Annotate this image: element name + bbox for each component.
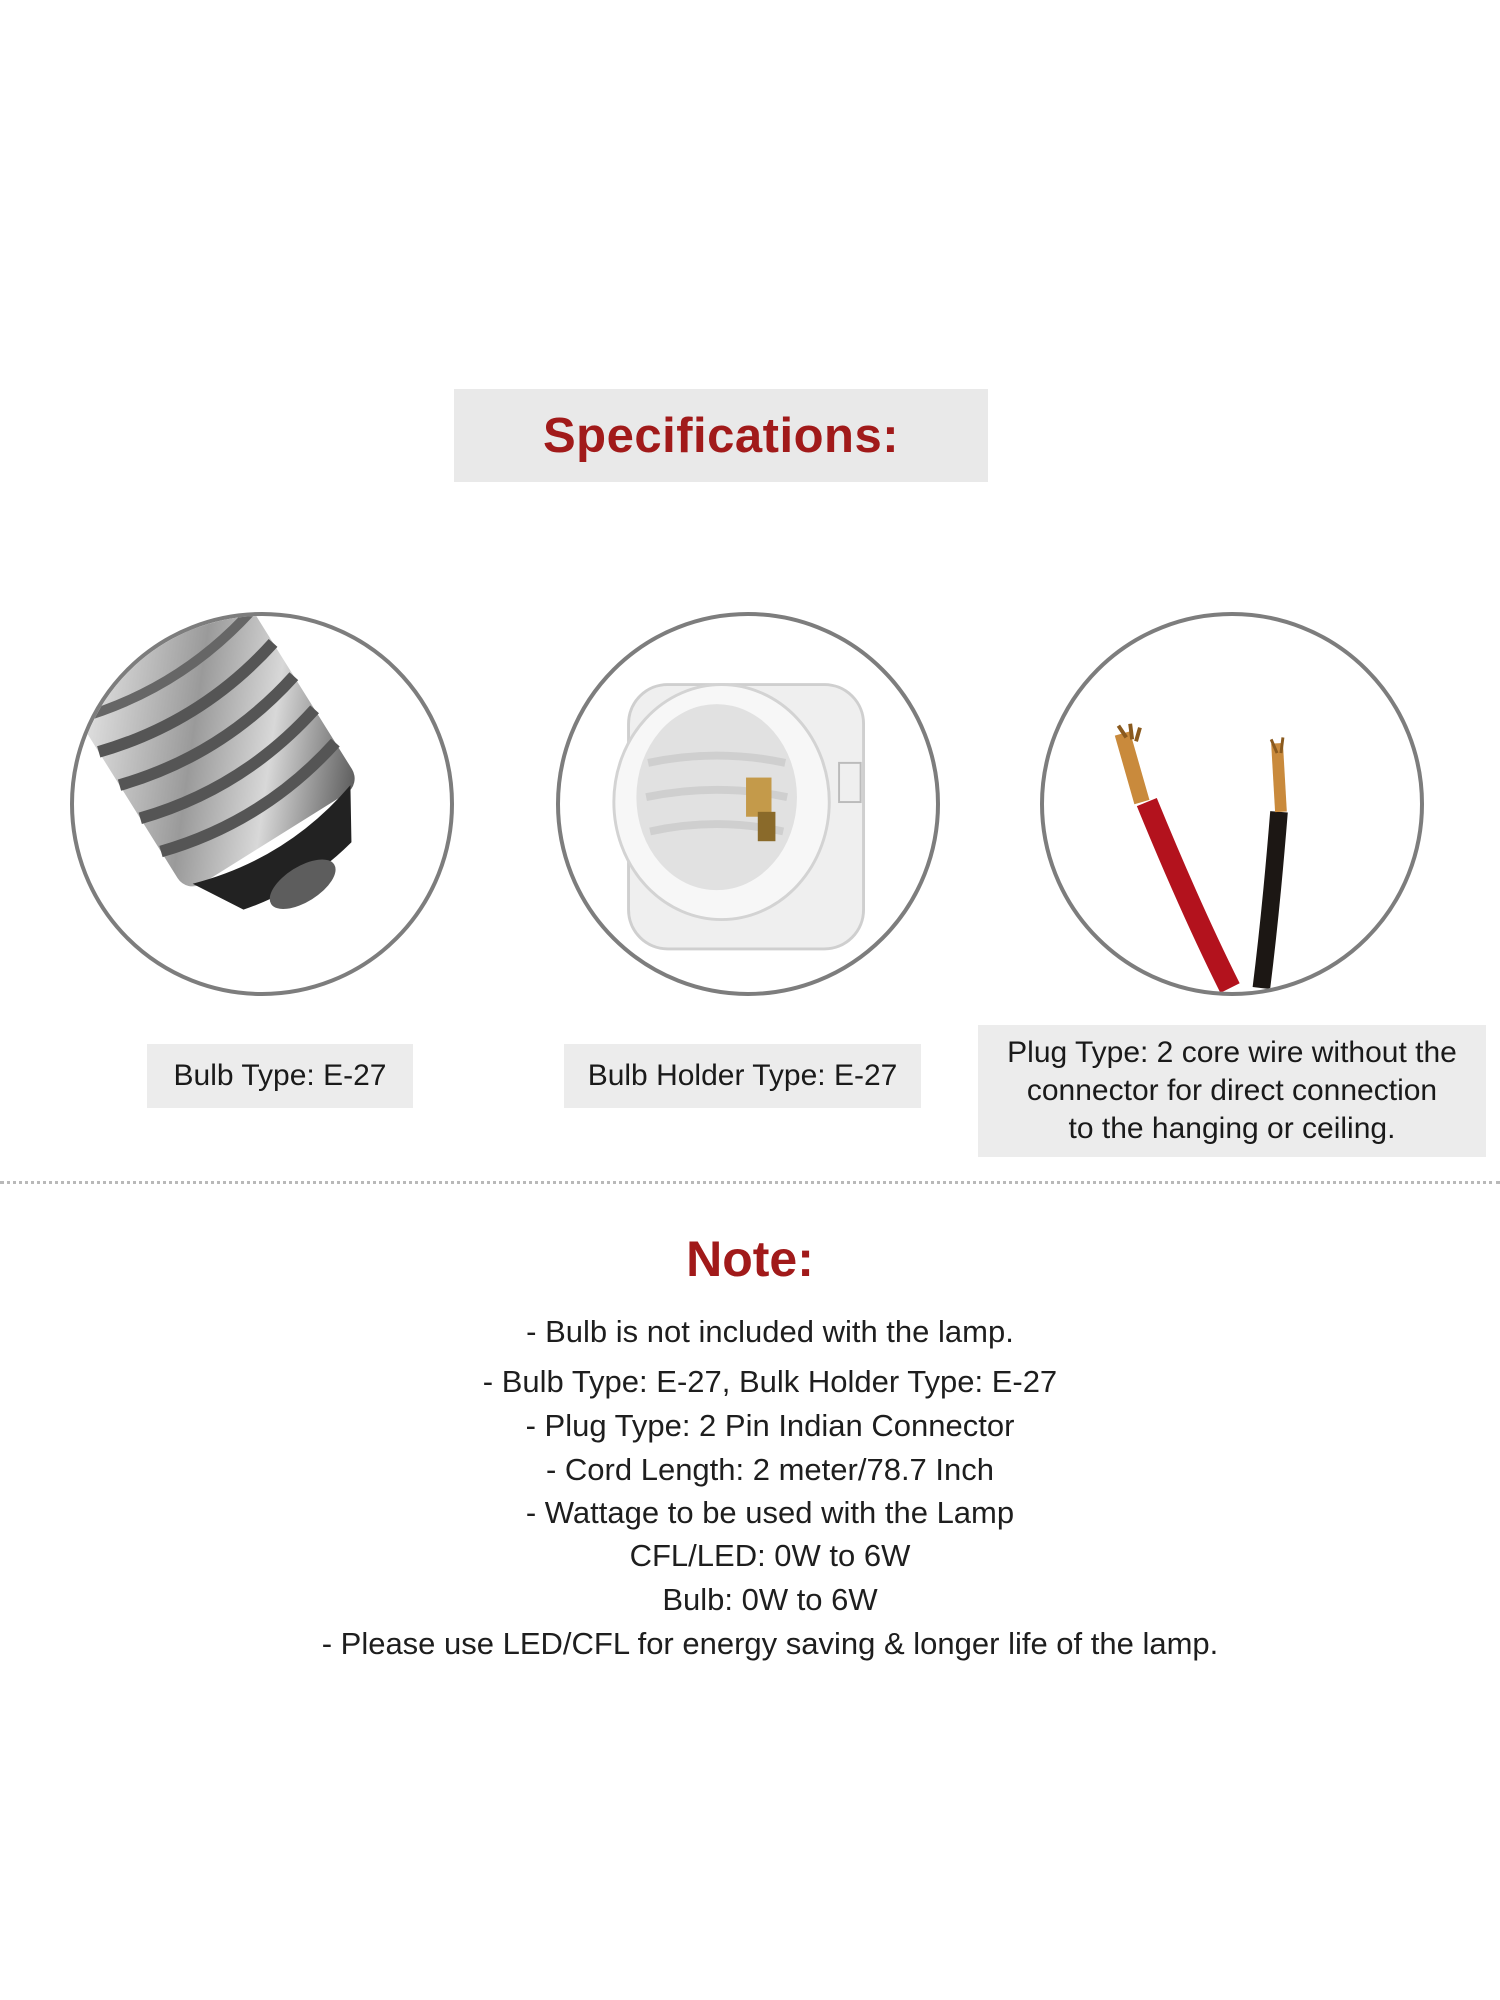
- bulb-base-image: [70, 612, 454, 996]
- plug-type-label-box: [978, 1025, 1486, 1157]
- bulb-holder-type-label-box: [564, 1044, 921, 1108]
- bulb-holder-type-label: Bulb Holder Type: E-27: [587, 1059, 898, 1092]
- plug-type-label: Plug Type: 2 core wire without the connector for direct connection to the hanging or ceiling.: [1007, 1036, 1457, 1145]
- note-line: - Please use LED/CFL for energy saving & longer life of the lamp.: [321, 1626, 1219, 1661]
- bulb-holder-image: [556, 612, 940, 996]
- bulb-base-icon: [74, 616, 450, 992]
- note-title: Note:: [686, 1231, 814, 1287]
- specifications-title: Specifications:: [542, 408, 900, 463]
- bulb-type-label-box: [147, 1044, 413, 1108]
- note-line: CFL/LED: 0W to 6W: [629, 1538, 911, 1573]
- two-core-wire-image: [1040, 612, 1424, 996]
- note-line: - Bulb is not included with the lamp.: [526, 1314, 1014, 1349]
- bulb-holder-icon: [560, 616, 936, 992]
- specifications-header: [454, 389, 988, 482]
- note-line: - Wattage to be used with the Lamp: [525, 1495, 1015, 1530]
- note-line: - Cord Length: 2 meter/78.7 Inch: [545, 1452, 995, 1487]
- note-line: - Bulb Type: E-27, Bulk Holder Type: E-27: [482, 1364, 1058, 1399]
- two-core-wire-icon: [1044, 616, 1420, 992]
- bulb-type-label: Bulb Type: E-27: [173, 1059, 387, 1092]
- dotted-divider: [0, 1181, 1500, 1184]
- note-line: Bulb: 0W to 6W: [662, 1582, 878, 1617]
- note-line: - Plug Type: 2 Pin Indian Connector: [525, 1408, 1015, 1443]
